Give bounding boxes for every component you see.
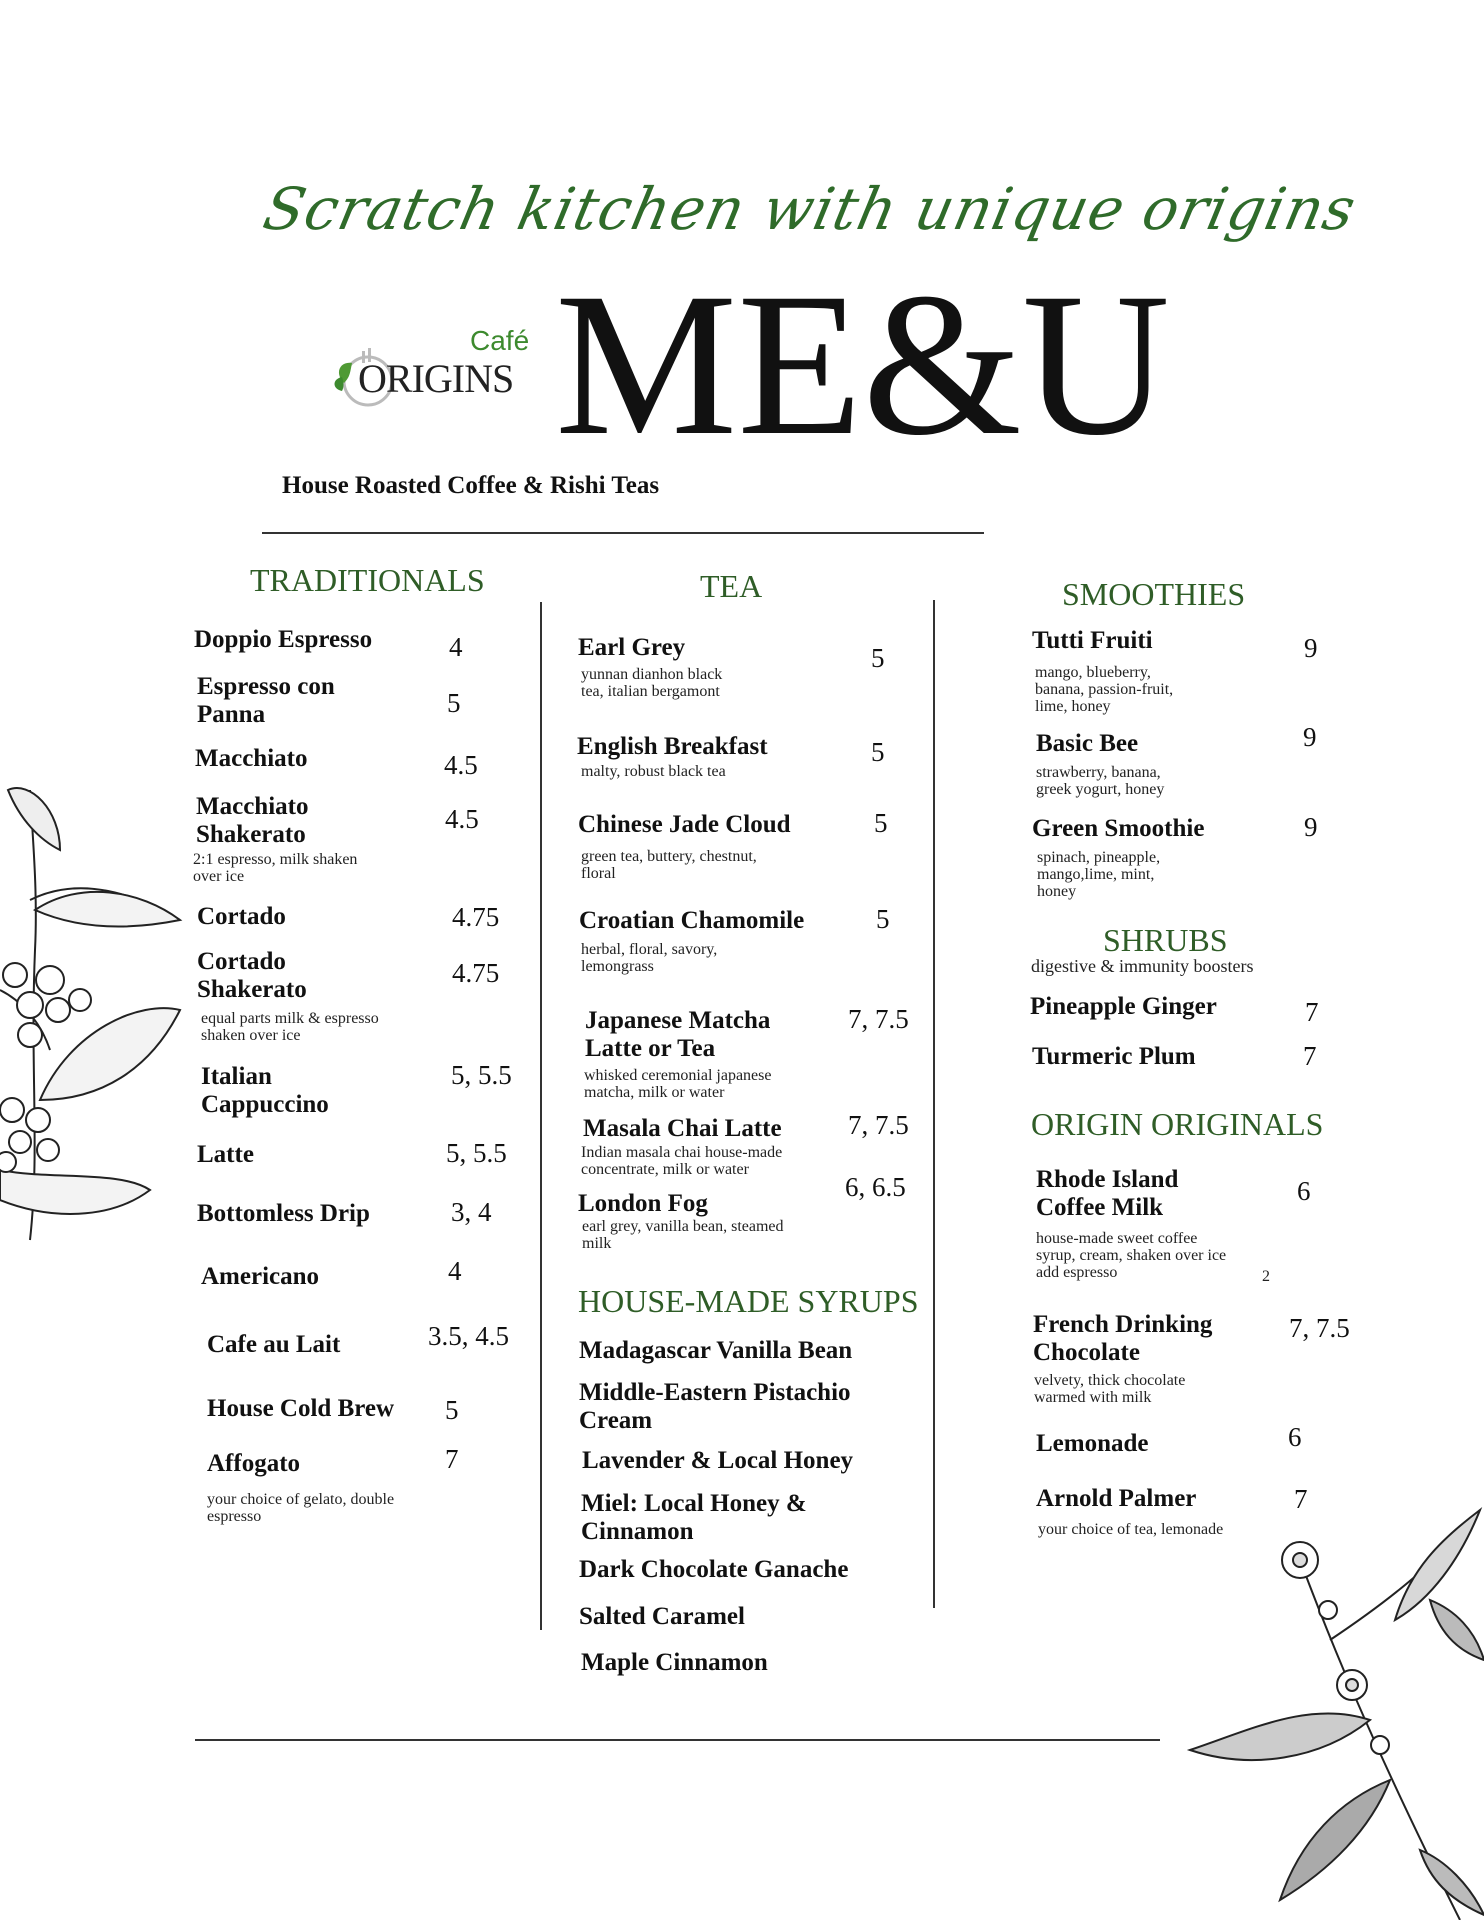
item-description: earl grey, vanilla bean, steamed bbox=[582, 1218, 784, 1235]
menu-item bbox=[1032, 815, 1204, 900]
menu-item bbox=[197, 903, 286, 931]
item-name-line2: Shakerato bbox=[196, 821, 306, 848]
item-description-line2: tea, italian bergamont bbox=[581, 683, 720, 700]
item-name: Basic Bee bbox=[1036, 730, 1139, 757]
item-price: 4.75 bbox=[452, 958, 500, 988]
subtitle: House Roasted Coffee & Rishi Teas bbox=[282, 472, 660, 499]
tea-plant-illustration bbox=[1180, 1500, 1484, 1920]
menu-item bbox=[1036, 730, 1164, 798]
syrup-item bbox=[579, 1379, 851, 1435]
item-price: 7 bbox=[1305, 997, 1319, 1027]
item-description: yunnan dianhon black bbox=[581, 666, 723, 683]
menu-item bbox=[201, 1063, 329, 1119]
item-description-line2: floral bbox=[581, 865, 616, 882]
syrup-name-line2: Cinnamon bbox=[581, 1518, 694, 1545]
menu-item bbox=[579, 907, 804, 975]
item-name-line2: Chocolate bbox=[1033, 1339, 1140, 1366]
syrup-item: Madagascar Vanilla Bean bbox=[579, 1337, 853, 1364]
item-name-line2: Shakerato bbox=[197, 976, 307, 1003]
item-name: Arnold Palmer bbox=[1036, 1485, 1197, 1512]
item-description-line2: over ice bbox=[193, 868, 245, 885]
column-divider-right bbox=[933, 600, 935, 1608]
item-description: your choice of tea, lemonade bbox=[1038, 1521, 1224, 1538]
item-name: Croatian Chamomile bbox=[579, 907, 805, 934]
item-price: 4 bbox=[449, 632, 463, 662]
item-name: Latte bbox=[197, 1141, 254, 1168]
section-title-origin-originals: ORIGIN ORIGINALS bbox=[1031, 1106, 1324, 1142]
menu-item bbox=[193, 793, 358, 885]
menu-item bbox=[201, 1263, 319, 1291]
item-name-line2: Coffee Milk bbox=[1036, 1194, 1164, 1221]
item-name: Cortado bbox=[197, 948, 286, 975]
logo-origins-text: ORIGINS bbox=[358, 356, 514, 401]
item-name: Affogato bbox=[207, 1450, 301, 1477]
item-price: 7, 7.5 bbox=[1289, 1313, 1350, 1343]
menu-item bbox=[578, 811, 791, 882]
item-description-line3: add espresso bbox=[1036, 1264, 1118, 1281]
item-price: 4.75 bbox=[452, 902, 500, 932]
section-title-traditionals: TRADITIONALS bbox=[250, 562, 485, 598]
syrup-name: Middle-Eastern Pistachio bbox=[579, 1379, 851, 1406]
item-price: 3, 4 bbox=[451, 1197, 492, 1227]
item-name: Lemonade bbox=[1036, 1430, 1149, 1457]
item-price: 7 bbox=[1294, 1484, 1308, 1514]
syrup-item: Lavender & Local Honey bbox=[582, 1447, 854, 1474]
menu-item bbox=[197, 1200, 370, 1228]
syrup-item: Dark Chocolate Ganache bbox=[579, 1556, 849, 1583]
menu-item bbox=[577, 733, 768, 780]
item-name: French Drinking bbox=[1033, 1311, 1213, 1338]
item-price: 9 bbox=[1303, 722, 1317, 752]
shrubs-subtitle: digestive & immunity boosters bbox=[1031, 956, 1254, 976]
item-name: Pineapple Ginger bbox=[1030, 993, 1217, 1020]
item-name: Chinese Jade Cloud bbox=[578, 811, 791, 838]
menu-item bbox=[195, 745, 307, 773]
item-price: 4.5 bbox=[445, 804, 479, 834]
item-description: Indian masala chai house-made bbox=[581, 1144, 783, 1161]
section-title-syrups: HOUSE-MADE SYRUPS bbox=[578, 1283, 919, 1319]
item-price: 7, 7.5 bbox=[848, 1004, 909, 1034]
item-name: House Cold Brew bbox=[207, 1395, 395, 1422]
item-price: 5 bbox=[876, 904, 890, 934]
item-price: 7 bbox=[1303, 1041, 1317, 1071]
menu-item bbox=[197, 1141, 254, 1169]
menu-item bbox=[1032, 627, 1173, 715]
column-divider-left bbox=[540, 602, 542, 1630]
item-description-line2: banana, passion-fruit, bbox=[1035, 681, 1174, 698]
item-description: malty, robust black tea bbox=[581, 763, 726, 780]
item-price: 4.5 bbox=[444, 750, 478, 780]
menu-title: ME&U bbox=[555, 251, 1170, 478]
item-description-line2: warmed with milk bbox=[1034, 1389, 1152, 1406]
item-description-line2: syrup, cream, shaken over ice bbox=[1036, 1247, 1227, 1264]
item-description: velvety, thick chocolate bbox=[1034, 1372, 1186, 1389]
item-name: London Fog bbox=[578, 1190, 708, 1217]
item-name: Tutti Fruiti bbox=[1032, 627, 1153, 654]
syrup-item bbox=[581, 1490, 807, 1546]
item-description: green tea, buttery, chestnut, bbox=[581, 848, 757, 865]
item-description: strawberry, banana, bbox=[1036, 764, 1161, 781]
item-description: mango, blueberry, bbox=[1035, 664, 1151, 681]
item-name-line2: Panna bbox=[197, 701, 266, 728]
item-name: Espresso con bbox=[197, 673, 335, 700]
item-price: 6 bbox=[1297, 1176, 1311, 1206]
item-price: 9 bbox=[1304, 812, 1318, 842]
item-name: Masala Chai Latte bbox=[583, 1115, 782, 1142]
menu-item bbox=[578, 1190, 784, 1252]
menu-item bbox=[1033, 1311, 1212, 1406]
item-description-line2: milk bbox=[582, 1235, 612, 1252]
syrup-item: Salted Caramel bbox=[579, 1603, 745, 1630]
menu-item bbox=[194, 626, 372, 654]
item-name: Bottomless Drip bbox=[197, 1200, 370, 1227]
menu-item bbox=[578, 634, 722, 700]
item-price: 7 bbox=[445, 1444, 459, 1474]
item-name: Macchiato bbox=[195, 745, 308, 772]
syrup-name-line2: Cream bbox=[579, 1407, 653, 1434]
menu-item bbox=[207, 1450, 394, 1525]
item-description-line2: shaken over ice bbox=[201, 1027, 301, 1044]
item-description-line2: concentrate, milk or water bbox=[581, 1161, 749, 1178]
item-description-line2: greek yogurt, honey bbox=[1036, 781, 1165, 798]
item-price: 5 bbox=[447, 688, 461, 718]
item-description: herbal, floral, savory, bbox=[581, 941, 718, 958]
syrup-name: Miel: Local Honey & bbox=[581, 1490, 807, 1517]
footer-divider bbox=[195, 1739, 1160, 1741]
item-name-line2: Cappuccino bbox=[201, 1091, 329, 1118]
section-title-smoothies: SMOOTHIES bbox=[1062, 576, 1246, 612]
menu-item bbox=[197, 948, 379, 1044]
item-description-line2: lemongrass bbox=[581, 958, 654, 975]
item-name: Americano bbox=[201, 1263, 320, 1290]
item-name: Japanese Matcha bbox=[585, 1007, 771, 1034]
item-price: 6 bbox=[1288, 1422, 1302, 1452]
item-name: Earl Grey bbox=[578, 634, 686, 661]
tagline: Scratch kitchen with unique origins bbox=[257, 175, 1363, 243]
item-price: 5, 5.5 bbox=[451, 1060, 512, 1090]
item-price: 6, 6.5 bbox=[845, 1172, 906, 1202]
item-description: your choice of gelato, double bbox=[207, 1491, 395, 1508]
cafe-origins-logo bbox=[330, 325, 530, 415]
item-description: 2:1 espresso, milk shaken bbox=[193, 851, 358, 868]
item-price: 4 bbox=[448, 1256, 462, 1286]
item-description: house-made sweet coffee bbox=[1036, 1230, 1198, 1247]
logo-cafe-text: Café bbox=[470, 325, 530, 356]
item-name: Cortado bbox=[197, 903, 286, 930]
item-name: Turmeric Plum bbox=[1032, 1043, 1196, 1070]
item-name: Italian bbox=[201, 1063, 272, 1090]
item-name: Rhode Island bbox=[1036, 1166, 1179, 1193]
item-price: 7, 7.5 bbox=[848, 1110, 909, 1140]
item-description-line2: matcha, milk or water bbox=[584, 1084, 725, 1101]
section-title-tea: TEA bbox=[700, 568, 763, 604]
menu-item bbox=[583, 1115, 782, 1178]
menu-item bbox=[197, 673, 335, 729]
item-name: English Breakfast bbox=[577, 733, 768, 760]
menu-item bbox=[207, 1395, 394, 1423]
item-price: 5 bbox=[445, 1395, 459, 1425]
item-price: 5, 5.5 bbox=[446, 1138, 507, 1168]
menu-item bbox=[207, 1331, 340, 1359]
item-name: Cafe au Lait bbox=[207, 1331, 341, 1358]
item-name: Macchiato bbox=[196, 793, 309, 820]
coffee-plant-illustration bbox=[0, 770, 200, 1250]
section-title-shrubs: SHRUBS bbox=[1103, 922, 1228, 958]
item-price: 3.5, 4.5 bbox=[428, 1321, 509, 1351]
item-price: 5 bbox=[871, 643, 885, 673]
item-description-line3: lime, honey bbox=[1035, 698, 1111, 715]
item-name: Doppio Espresso bbox=[194, 626, 373, 653]
item-price: 9 bbox=[1304, 633, 1318, 663]
item-description-line3: honey bbox=[1037, 883, 1077, 900]
item-price: 5 bbox=[874, 808, 888, 838]
item-description: whisked ceremonial japanese bbox=[584, 1067, 772, 1084]
item-description-line2: mango,lime, mint, bbox=[1037, 866, 1155, 883]
menu-item bbox=[1036, 1166, 1226, 1281]
item-name-line2: Latte or Tea bbox=[585, 1035, 716, 1062]
item-description-line2: espresso bbox=[207, 1508, 262, 1525]
header-divider bbox=[262, 532, 984, 534]
syrup-item: Maple Cinnamon bbox=[581, 1649, 768, 1676]
item-description: spinach, pineapple, bbox=[1037, 849, 1161, 866]
addon-price: 2 bbox=[1262, 1268, 1270, 1285]
item-price: 5 bbox=[871, 737, 885, 767]
item-description: equal parts milk & espresso bbox=[201, 1010, 379, 1027]
menu-item bbox=[585, 1007, 771, 1101]
item-name: Green Smoothie bbox=[1032, 815, 1205, 842]
